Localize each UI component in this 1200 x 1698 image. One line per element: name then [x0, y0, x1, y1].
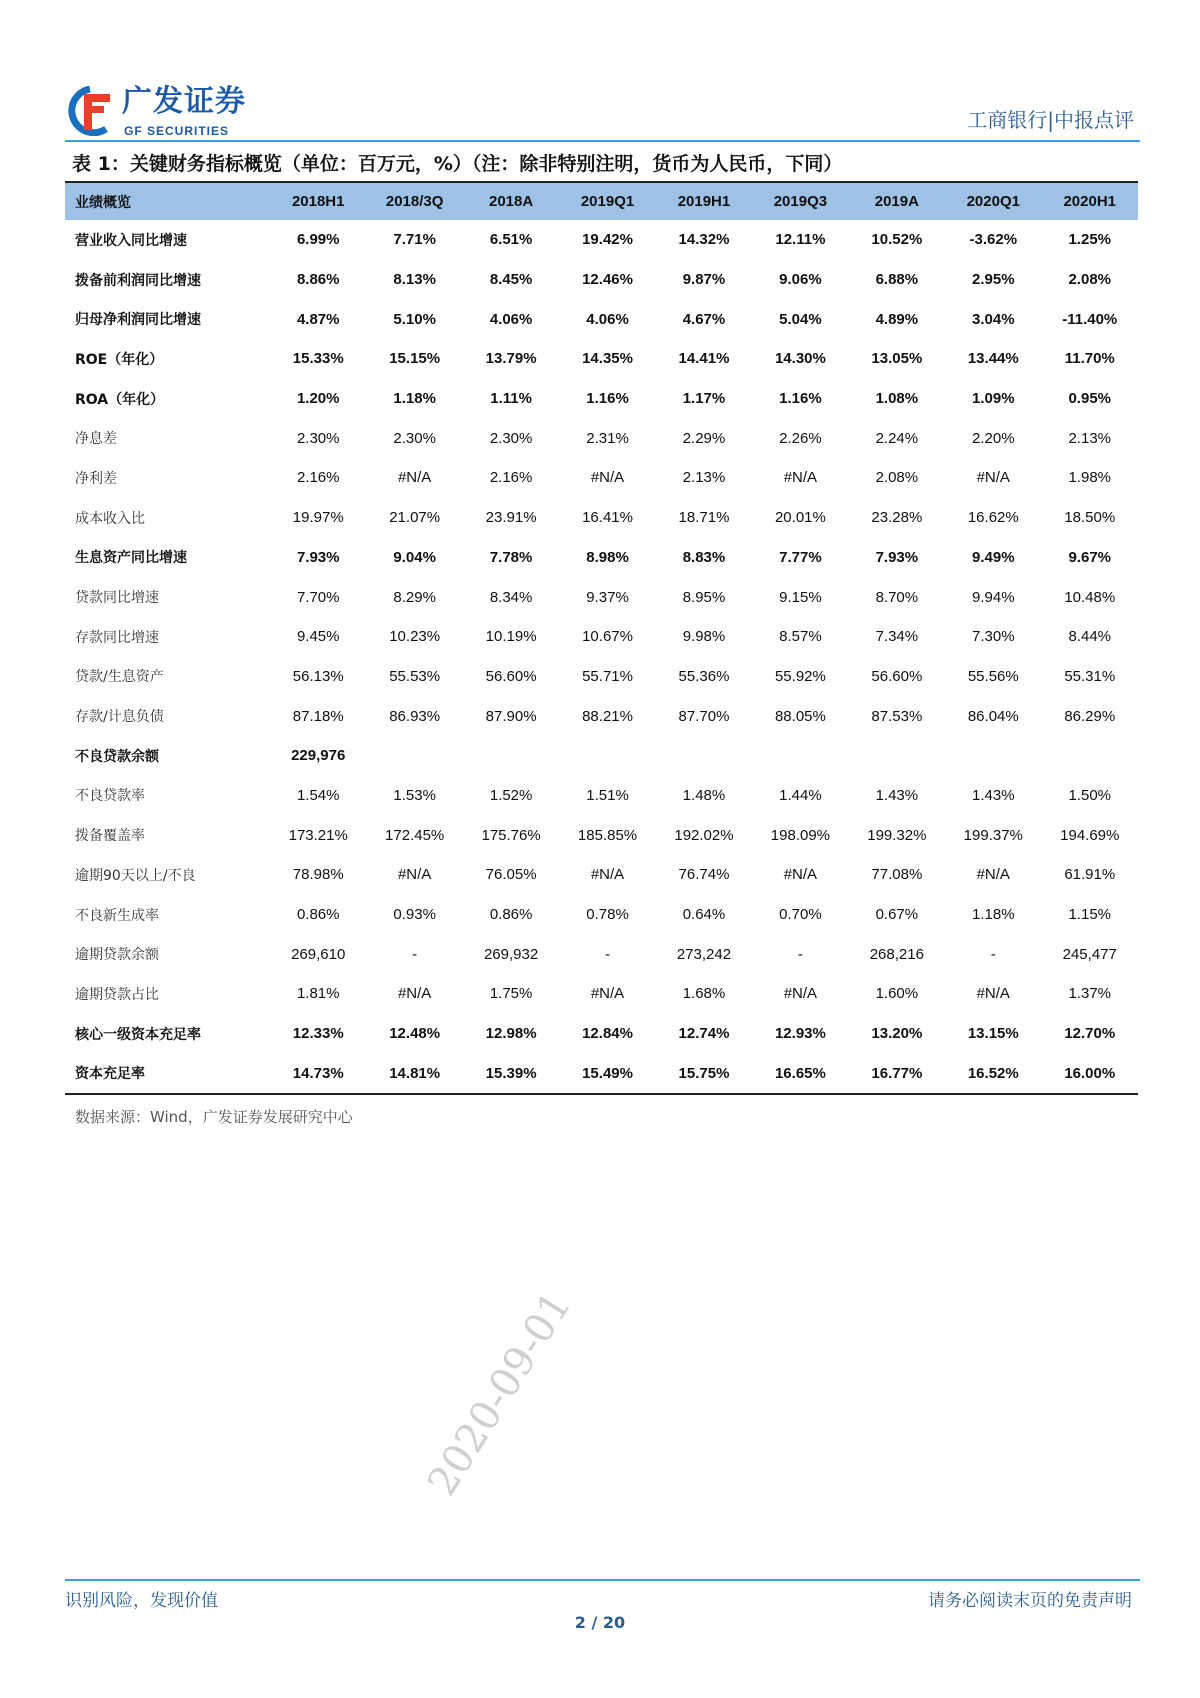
table-cell: 16.00%	[1064, 1064, 1116, 1082]
table-cell: 9.45%	[296, 628, 340, 646]
table-cell: 1.18%	[393, 390, 436, 408]
table-cell: 1.08%	[875, 390, 919, 408]
table-cell: 6.88%	[875, 271, 919, 289]
table-cell: 9.15%	[779, 588, 822, 606]
table-cell: 4.87%	[296, 310, 340, 328]
table-cell	[849, 736, 945, 776]
table-cell: 1.17%	[682, 390, 726, 408]
table-cell	[945, 736, 1041, 776]
logo-mark-icon	[66, 86, 114, 136]
table-cell	[656, 736, 752, 776]
table-cell: 18.71%	[678, 509, 730, 527]
table-cell: 2.08%	[875, 469, 919, 487]
table-cell: 1.68%	[682, 985, 726, 1003]
row-label: 归母净利润同比增速	[75, 312, 201, 329]
row-label: 存款/计息负债	[75, 709, 164, 726]
row-label: 资本充足率	[75, 1066, 145, 1083]
table-cell: 1.43%	[972, 786, 1015, 804]
table-cell: 20.01%	[774, 509, 826, 527]
table-cell: -	[412, 945, 418, 963]
table-cell: 77.08%	[871, 866, 923, 884]
table-cell: 56.13%	[292, 667, 344, 685]
table-cell: 61.91%	[1064, 866, 1116, 884]
table-cell: 4.89%	[875, 310, 919, 328]
table-cell: 87.90%	[485, 707, 537, 725]
table-cell: 1.60%	[875, 985, 919, 1003]
table-cell: 175.76%	[481, 826, 541, 844]
table-cell: #N/A	[783, 985, 818, 1003]
table-row	[65, 260, 1138, 300]
table-body	[65, 220, 1138, 1094]
table-cell	[559, 736, 655, 776]
table-cell: 7.78%	[489, 548, 533, 566]
table-row	[65, 776, 1138, 816]
table-cell: 1.44%	[779, 786, 822, 804]
table-cell: -	[605, 945, 611, 963]
table-cell: 9.49%	[972, 548, 1015, 566]
table-cell: 7.30%	[972, 628, 1015, 646]
table-cell: 8.70%	[875, 588, 919, 606]
table-cell: 7.34%	[875, 628, 919, 646]
table-cell: 2.30%	[296, 429, 340, 447]
table-cell: 16.52%	[967, 1064, 1019, 1082]
table-cell: 8.13%	[393, 271, 436, 289]
table-cell: 0.86%	[296, 906, 340, 924]
table-cell: 8.98%	[586, 548, 629, 566]
table-cell: 15.39%	[485, 1064, 537, 1082]
table-cell: 1.52%	[489, 786, 533, 804]
header-divider	[65, 140, 1140, 142]
row-label: 存款同比增速	[75, 629, 159, 646]
table-row	[65, 379, 1138, 419]
table-cell: 12.48%	[389, 1025, 441, 1043]
table-cell: 13.44%	[967, 350, 1019, 368]
table-cell: #N/A	[590, 985, 625, 1003]
row-label: 生息资产同比增速	[75, 550, 187, 567]
table-cell: 88.21%	[582, 707, 633, 725]
table-cell: 2.24%	[875, 429, 919, 447]
table-cell: 1.51%	[586, 786, 629, 804]
table-cell: 0.95%	[1068, 390, 1112, 408]
row-label: 逾期90天以上/不良	[75, 867, 196, 884]
row-label: 营业收入同比增速	[75, 232, 187, 249]
table-cell: 1.54%	[296, 786, 340, 804]
table-cell: #N/A	[397, 985, 432, 1003]
table-row	[65, 934, 1138, 974]
table-cell: 2.30%	[393, 429, 436, 447]
column-header: 2019A	[874, 193, 919, 210]
table-row	[65, 815, 1138, 855]
table-cell: 55.71%	[582, 667, 633, 685]
table-cell: 6.99%	[296, 231, 340, 249]
table-cell: 1.15%	[1068, 906, 1112, 924]
row-label: 贷款/生息资产	[75, 669, 164, 686]
table-cell: 8.34%	[489, 588, 533, 606]
table-cell: 21.07%	[389, 509, 441, 527]
table-cell: 15.49%	[582, 1064, 633, 1082]
table-row	[65, 577, 1138, 617]
table-cell: 86.29%	[1064, 707, 1116, 725]
table-cell: #N/A	[590, 469, 625, 487]
table-cell: 12.46%	[582, 271, 633, 289]
table-cell: 87.70%	[678, 707, 730, 725]
financial-indicators-table	[65, 181, 1138, 1095]
table-cell: 87.18%	[292, 707, 344, 725]
table-cell: 9.98%	[682, 628, 726, 646]
table-cell: #N/A	[976, 985, 1010, 1003]
table-cell: 10.23%	[389, 628, 441, 646]
table-cell: 194.69%	[1060, 826, 1120, 844]
table-cell: 14.41%	[678, 350, 730, 368]
table-cell: 1.43%	[875, 786, 919, 804]
table-cell: 1.98%	[1068, 469, 1112, 487]
table-cell: #N/A	[783, 469, 818, 487]
column-header: 2018A	[488, 193, 534, 210]
table-cell: 9.06%	[779, 271, 822, 289]
table-cell: 78.98%	[292, 866, 344, 884]
row-label: 净利差	[75, 470, 117, 487]
table-cell: 2.13%	[1068, 429, 1112, 447]
table-cell: 8.29%	[393, 588, 436, 606]
table-cell: 12.84%	[582, 1025, 633, 1043]
table-cell: 87.53%	[871, 707, 923, 725]
table-cell: 10.52%	[871, 231, 923, 249]
table-cell: 23.91%	[485, 509, 537, 527]
table-row	[65, 617, 1138, 657]
table-cell: 9.04%	[393, 548, 436, 566]
gf-securities-logo	[66, 86, 266, 142]
table-cell: 5.04%	[779, 310, 822, 328]
table-cell: 2.31%	[586, 429, 629, 447]
table-cell: 16.41%	[582, 509, 633, 527]
table-cell: 269,610	[291, 945, 346, 963]
table-cell: 7.71%	[393, 231, 436, 249]
logo-text-cn: 广发证券	[122, 84, 246, 119]
row-label: 核心一级资本充足率	[75, 1026, 201, 1043]
table-cell: 56.60%	[485, 667, 537, 685]
table-cell: 13.15%	[967, 1025, 1019, 1043]
table-cell: 1.50%	[1068, 786, 1112, 804]
table-title: 表 1：关键财务指标概览（单位：百万元，%）（注：除非特别注明，货币为人民币，下同）	[72, 153, 843, 175]
table-cell: 269,932	[483, 945, 539, 963]
table-cell: 14.73%	[292, 1064, 344, 1082]
table-cell: 245,477	[1062, 945, 1117, 963]
column-header: 2019H1	[677, 193, 731, 210]
table-cell: 14.35%	[582, 350, 633, 368]
table-cell: 172.45%	[385, 826, 445, 844]
table-cell: 86.04%	[967, 707, 1019, 725]
table-cell: 0.64%	[682, 906, 726, 924]
table-cell: 2.26%	[779, 429, 822, 447]
table-cell: 9.67%	[1068, 548, 1112, 566]
table-cell: #N/A	[976, 866, 1010, 884]
table-cell: 8.57%	[779, 628, 822, 646]
table-cell: 76.05%	[485, 866, 537, 884]
column-header: 2020H1	[1063, 193, 1117, 210]
table-cell: 2.30%	[489, 429, 533, 447]
table-cell: 1.37%	[1068, 985, 1112, 1003]
column-header-label: 业绩概览	[75, 194, 131, 211]
table-cell: 18.50%	[1064, 509, 1116, 527]
table-cell: 192.02%	[674, 826, 734, 844]
report-tag: 工商银行|中报点评	[967, 108, 1134, 132]
row-label: 逾期贷款占比	[75, 986, 159, 1003]
table-cell: 1.48%	[682, 786, 726, 804]
table-cell: 1.16%	[779, 390, 822, 408]
table-header-row	[65, 182, 1138, 220]
footer-slogan: 识别风险，发现价值	[65, 1591, 218, 1611]
table-cell: 11.70%	[1064, 350, 1115, 368]
table-row	[65, 895, 1138, 935]
table-cell: 10.67%	[582, 628, 633, 646]
table-cell: 12.93%	[774, 1025, 826, 1043]
table-cell: 6.51%	[489, 231, 533, 249]
table-cell: 199.37%	[963, 826, 1023, 844]
table-cell: #N/A	[783, 866, 818, 884]
table-cell: 229,976	[291, 747, 346, 765]
table-cell: 2.16%	[489, 469, 533, 487]
table-row	[65, 418, 1138, 458]
table-cell: -	[990, 945, 996, 963]
row-label: 逾期贷款余额	[75, 947, 159, 964]
table-row	[65, 458, 1138, 498]
table-cell: 1.18%	[972, 906, 1015, 924]
table-row	[65, 299, 1138, 339]
table-cell: 55.53%	[389, 667, 441, 685]
table-row	[65, 736, 1138, 776]
table-row	[65, 538, 1138, 578]
column-header: 2019Q3	[773, 193, 828, 210]
table-cell: #N/A	[590, 866, 625, 884]
row-label: ROE（年化）	[75, 351, 164, 368]
table-row	[65, 1014, 1138, 1054]
table-cell: 14.32%	[678, 231, 730, 249]
table-cell: 16.62%	[967, 509, 1019, 527]
row-label: ROA（年化）	[75, 391, 165, 408]
table-cell: 16.77%	[871, 1064, 923, 1082]
table-cell: -	[797, 945, 803, 963]
table-row	[65, 657, 1138, 697]
table-cell: 3.04%	[972, 310, 1015, 328]
table-cell: 1.75%	[489, 985, 533, 1003]
table-cell: 0.86%	[489, 906, 533, 924]
row-label: 成本收入比	[75, 510, 145, 527]
row-label: 贷款同比增速	[75, 590, 159, 607]
row-label: 不良贷款率	[75, 788, 145, 805]
table-cell: 12.98%	[485, 1025, 537, 1043]
table-cell: 1.16%	[586, 390, 629, 408]
table-row	[65, 339, 1138, 379]
table-cell: 2.13%	[682, 469, 726, 487]
table-cell	[463, 736, 559, 776]
table-cell: 12.11%	[775, 231, 826, 249]
row-label: 净息差	[75, 431, 117, 448]
table-cell: 185.85%	[577, 826, 638, 844]
table-cell: 9.94%	[972, 588, 1015, 606]
table-cell: 23.28%	[871, 509, 923, 527]
table-cell: 15.15%	[389, 350, 441, 368]
table-cell: 7.93%	[875, 548, 919, 566]
table-cell: 15.33%	[292, 350, 344, 368]
table-cell: 14.30%	[774, 350, 826, 368]
table-cell: #N/A	[976, 469, 1010, 487]
table-cell: 55.36%	[678, 667, 730, 685]
table-cell	[752, 736, 848, 776]
table-row	[65, 855, 1138, 895]
table-cell: 7.93%	[296, 548, 340, 566]
table-row	[65, 220, 1138, 260]
table-cell: 13.79%	[485, 350, 537, 368]
footer-disclaimer-link[interactable]: 请务必阅读末页的免责声明	[928, 1591, 1132, 1611]
table-cell: 2.29%	[682, 429, 726, 447]
logo-text-en: GF SECURITIES	[124, 124, 230, 138]
column-header: 2019Q1	[580, 193, 635, 210]
column-header: 2018H1	[291, 193, 345, 210]
table-cell: 8.83%	[682, 548, 726, 566]
table-cell: 2.20%	[972, 429, 1015, 447]
table-cell: 13.05%	[871, 350, 923, 368]
table-row	[65, 1053, 1138, 1094]
table-cell: 55.56%	[967, 667, 1019, 685]
table-cell: 0.70%	[779, 906, 822, 924]
table-cell: 9.87%	[682, 271, 726, 289]
table-cell: 1.20%	[296, 390, 340, 408]
row-label: 拨备覆盖率	[75, 828, 145, 845]
table-cell: 7.70%	[296, 588, 340, 606]
table-cell: 10.19%	[485, 628, 537, 646]
table-cell: 268,216	[869, 945, 924, 963]
row-label: 不良贷款余额	[75, 748, 159, 765]
table-cell: 55.31%	[1064, 667, 1116, 685]
table-cell: 10.48%	[1064, 588, 1116, 606]
table-cell: -11.40%	[1062, 310, 1118, 328]
table-cell	[1042, 736, 1139, 776]
table-cell: 0.67%	[875, 906, 919, 924]
table-cell: 2.95%	[972, 271, 1015, 289]
table-cell: 1.25%	[1068, 231, 1112, 249]
table-cell: 19.97%	[292, 509, 344, 527]
table-cell: 8.86%	[296, 271, 340, 289]
table-cell: 1.09%	[972, 390, 1015, 408]
page-number: 2 / 20	[574, 1613, 626, 1632]
table-row	[65, 974, 1138, 1014]
table-cell: 273,242	[676, 945, 732, 963]
table-cell: 198.09%	[770, 826, 831, 844]
table-cell: 16.65%	[774, 1064, 826, 1082]
table-cell: 2.08%	[1068, 271, 1112, 289]
row-label: 不良新生成率	[75, 907, 159, 924]
table-cell: 13.20%	[871, 1025, 923, 1043]
table-cell: 19.42%	[582, 231, 633, 249]
table-cell: 55.92%	[774, 667, 826, 685]
table-cell: #N/A	[397, 469, 432, 487]
table-cell: 15.75%	[678, 1064, 730, 1082]
table-cell: 4.06%	[586, 310, 629, 328]
table-cell: 14.81%	[389, 1064, 441, 1082]
table-cell: 199.32%	[867, 826, 927, 844]
table-row	[65, 498, 1138, 538]
table-cell: 9.37%	[586, 588, 629, 606]
row-label: 拨备前利润同比增速	[75, 272, 201, 289]
column-header: 2018/3Q	[385, 193, 444, 210]
table-cell: 1.11%	[490, 390, 532, 408]
table-cell: 8.44%	[1068, 628, 1112, 646]
table-cell: 7.77%	[779, 548, 822, 566]
data-source-note: 数据来源：Wind，广发证券发展研究中心	[75, 1108, 353, 1126]
footer-divider	[65, 1579, 1140, 1581]
table-cell: 86.93%	[389, 707, 441, 725]
table-cell: #N/A	[397, 866, 432, 884]
table-cell: 8.95%	[682, 588, 726, 606]
table-cell: 1.81%	[296, 985, 340, 1003]
table-cell: -3.62%	[969, 231, 1018, 249]
table-cell: 88.05%	[774, 707, 826, 725]
table-cell: 12.74%	[678, 1025, 730, 1043]
table-cell: 0.78%	[586, 906, 629, 924]
table-cell	[366, 736, 462, 776]
table-cell: 4.67%	[682, 310, 726, 328]
table-cell: 173.21%	[288, 826, 348, 844]
table-cell: 8.45%	[489, 271, 533, 289]
table-cell: 1.53%	[393, 786, 436, 804]
table-cell: 56.60%	[871, 667, 923, 685]
table-cell: 2.16%	[296, 469, 340, 487]
column-header: 2020Q1	[966, 193, 1020, 210]
table-cell: 12.70%	[1064, 1025, 1116, 1043]
table-cell: 0.93%	[393, 906, 436, 924]
table-cell: 5.10%	[393, 310, 436, 328]
table-cell: 4.06%	[489, 310, 533, 328]
date-watermark: 2020-09-01	[419, 1283, 581, 1504]
table-row	[65, 696, 1138, 736]
table-cell: 76.74%	[678, 866, 730, 884]
table-cell: 12.33%	[292, 1025, 344, 1043]
